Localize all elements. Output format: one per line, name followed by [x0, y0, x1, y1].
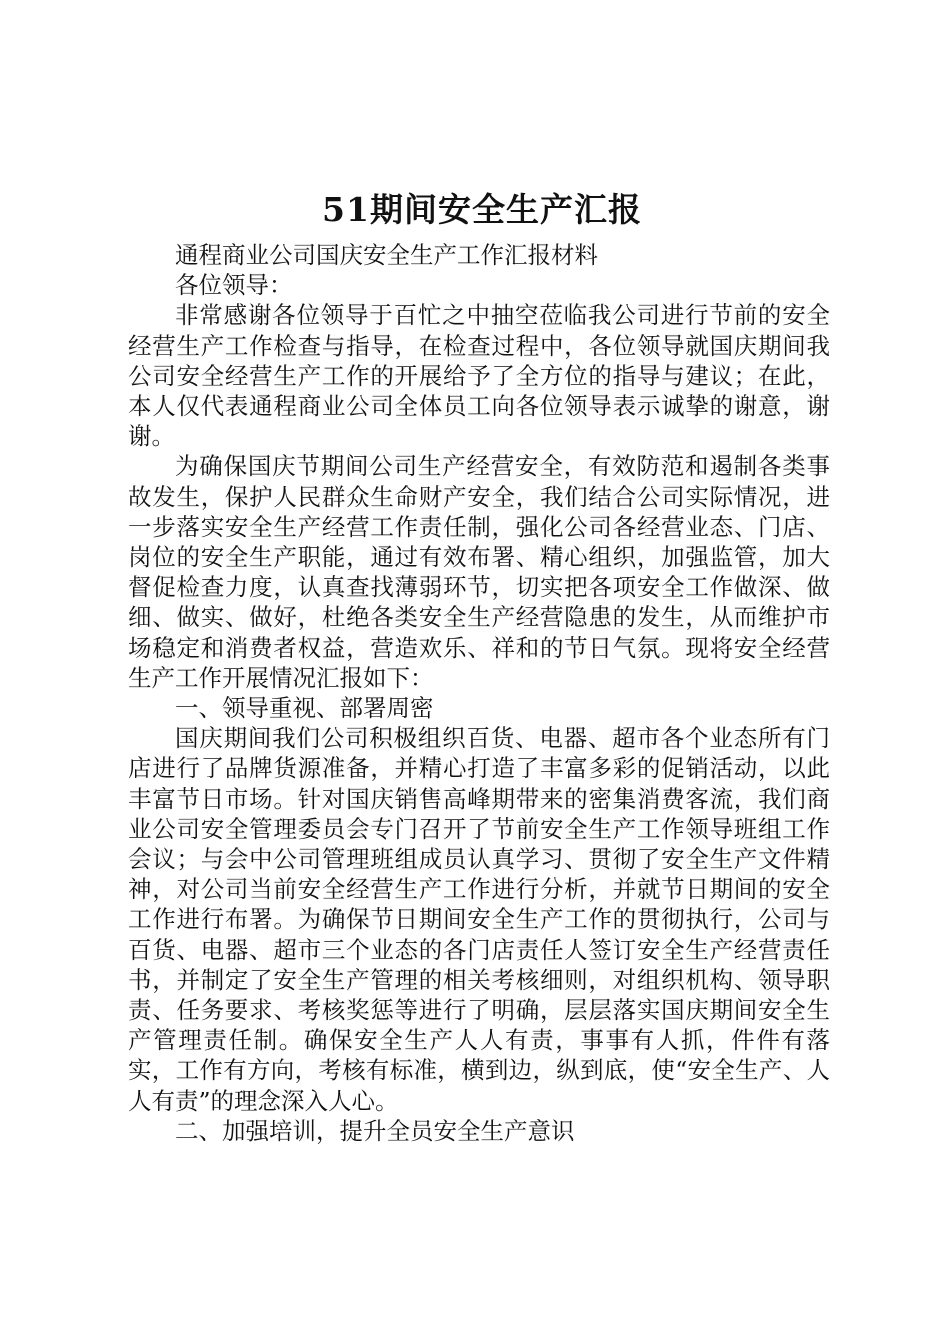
document-title: 51期间安全生产汇报	[322, 190, 642, 229]
body-paragraph-section-1: 国庆期间我们公司积极组织百货、电器、超市各个业态所有门店进行了品牌货源准备，并精心打造了丰富多彩的促销活动，以此丰富节日市场。针对国庆销售高峰期带来的密集消费客流，我们商业公司安全管理委员会专门召开了节前安全生产工作领导班组工作会议；与会中公司管理班组成员认真学习、贯彻了安全生产文件精神，对公司当前安全经营生产工作进行分析，并就节日期间的安全工作进行布署。为确保节日期间安全生产工作的贯彻执行，公司与百货、电器、超市三个业态的各门店责任人签订安全生产经营责任书，并制定了安全生产管理的相关考核细则，对组织机构、领导职责、任务要求、考核奖惩等进行了明确，层层落实国庆期间安全生产管理责任制。确保安全生产人人有责，事事有人抓，件件有落实，工作有方向，考核有标准，横到边，纵到底，使“安全生产、人人有责”的理念深入人心。	[128, 724, 830, 1115]
section-heading-2: 二、加强培训，提升全员安全生产意识	[175, 1116, 575, 1145]
body-paragraph-thanks: 非常感谢各位领导于百忙之中抽空莅临我公司进行节前的安全经营生产工作检查与指导，在检查过程中，各位领导就国庆期间我公司安全经营生产工作的开展给予了全方位的指导与建议；在此，本人仅代表通程商业公司全体员工向各位领导表示诚挚的谢意，谢谢。	[128, 301, 830, 451]
section-heading-1: 一、领导重视、部署周密	[175, 694, 434, 723]
salutation-paragraph: 各位领导：	[175, 271, 293, 300]
document-page	[128, 180, 830, 1146]
subtitle-paragraph: 通程商业公司国庆安全生产工作汇报材料	[175, 241, 598, 269]
body-paragraph-overview: 为确保国庆节期间公司生产经营安全，有效防范和遏制各类事故发生，保护人民群众生命财产安全，我们结合公司实际情况，进一步落实安全生产经营工作责任制，强化公司各经营业态、门店、岗位的安全生产职能，通过有效布署、精心组织，加强监管，加大督促检查力度，认真查找薄弱环节，切实把各项安全工作做深、做细、做实、做好，杜绝各类安全生产经营隐患的发生，从而维护市场稳定和消费者权益，营造欢乐、祥和的节日气氛。现将安全经营生产工作开展情况汇报如下：	[128, 452, 830, 692]
